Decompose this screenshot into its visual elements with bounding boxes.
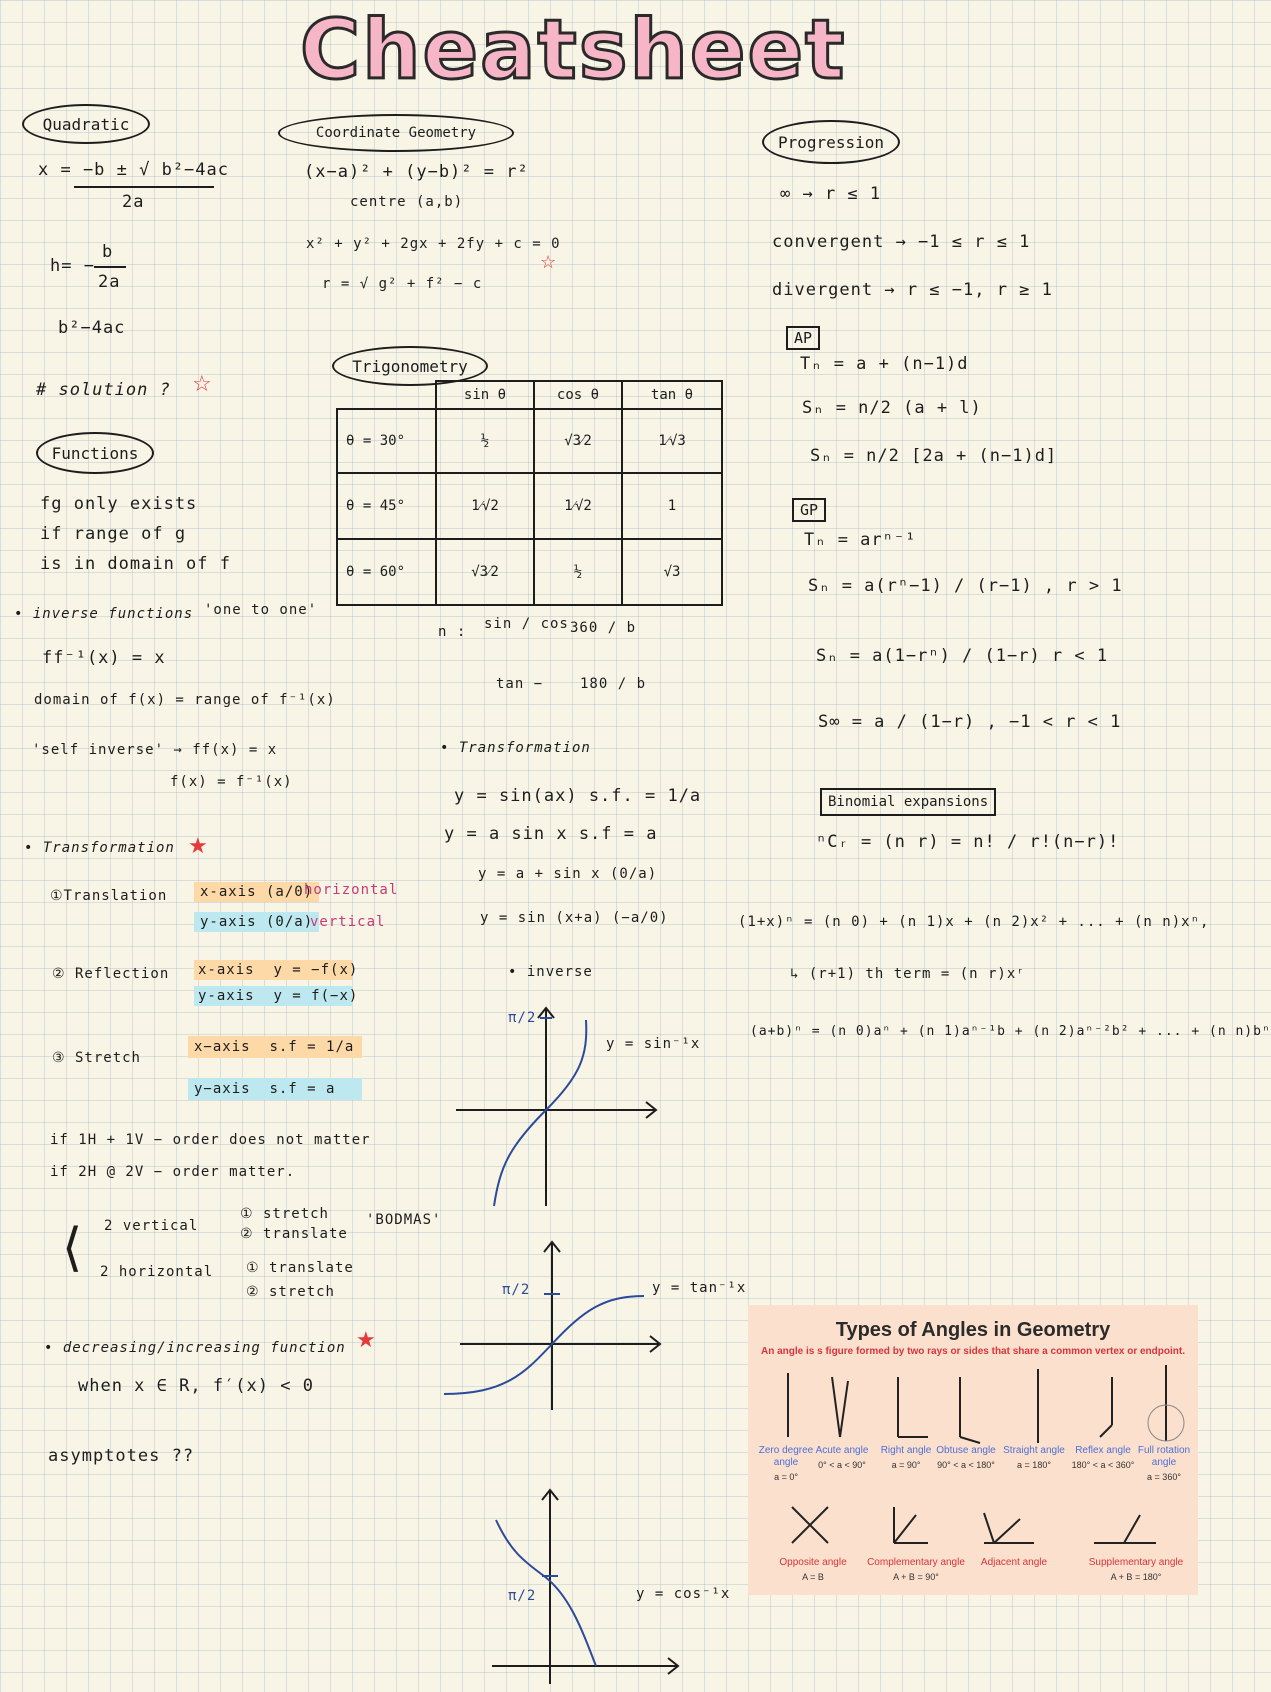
angle-pair-value: A + B = 180° bbox=[1110, 1572, 1162, 1582]
arctan-graph bbox=[444, 1234, 704, 1414]
angle-type bbox=[874, 1445, 938, 1470]
ncr-formula: ⁿCᵣ = (n r) = n! / r!(n−r)! bbox=[816, 832, 1120, 852]
complementary-angle-icon bbox=[894, 1515, 916, 1543]
inverse-functions: • inverse functions bbox=[14, 606, 194, 622]
translation-y: y-axis (0/a) bbox=[194, 912, 319, 932]
angles-infographic bbox=[748, 1305, 1198, 1595]
angle-name: Full rotation angle bbox=[1137, 1445, 1191, 1468]
pi-half-label: π/2 bbox=[502, 1282, 531, 1298]
self-inverse-2: f(x) = f⁻¹(x) bbox=[170, 774, 293, 790]
angle-type bbox=[810, 1445, 874, 1470]
fraction-bar bbox=[94, 266, 126, 268]
angle-pair-name: Complementary angle bbox=[867, 1557, 965, 1568]
inverse-heading: • inverse bbox=[508, 964, 593, 980]
angle-icons-row-2 bbox=[748, 1501, 1198, 1551]
ap-sum-1: Sₙ = n/2 (a + l) bbox=[802, 398, 982, 418]
stretch-y bbox=[188, 1078, 362, 1100]
trig-header-tan: tan θ bbox=[622, 381, 722, 409]
reflex-angle-icon bbox=[1100, 1425, 1112, 1437]
ap-nth-term: Tₙ = a + (n−1)d bbox=[800, 354, 969, 374]
trig-transformation-heading: • Transformation bbox=[440, 740, 591, 756]
reflection-x-axis: x-axis bbox=[198, 962, 255, 978]
self-inverse: 'self inverse' → ff(x) = x bbox=[32, 742, 278, 758]
circle-equation: (x−a)² + (y−b)² = r² bbox=[304, 162, 529, 182]
vertex-h-label: h= − bbox=[50, 256, 95, 276]
gp-nth-term: Tₙ = arⁿ⁻¹ bbox=[804, 530, 917, 550]
functions-line-1: fg only exists bbox=[40, 494, 198, 514]
angle-type bbox=[1002, 1445, 1066, 1470]
gp-sum-infinity: S∞ = a / (1−r) , −1 < r < 1 bbox=[818, 712, 1122, 732]
stretch-y-axis: y−axis bbox=[194, 1081, 251, 1097]
angle-pair-name: Adjacent angle bbox=[980, 1557, 1048, 1568]
period-n: n : bbox=[438, 624, 467, 640]
angle-pair bbox=[964, 1557, 1064, 1572]
period-sincos-value: 360 / b bbox=[570, 620, 637, 636]
angle-name: Reflex angle bbox=[1075, 1445, 1131, 1456]
binomial-expansion: (1+x)ⁿ = (n 0) + (n 1)x + (n 2)x² + ... + (n n)xⁿ, bbox=[738, 914, 1210, 930]
functions-line-3: is in domain of f bbox=[40, 554, 231, 574]
trigonometry-heading: Trigonometry bbox=[332, 346, 488, 386]
quadratic-formula-denominator: 2a bbox=[122, 192, 145, 212]
two-horizontal: 2 horizontal bbox=[100, 1264, 214, 1280]
angle-type bbox=[934, 1445, 998, 1470]
angle-pair bbox=[1076, 1557, 1196, 1582]
trig-header-sin: sin θ bbox=[436, 381, 534, 409]
supplementary-angle-icon bbox=[1124, 1515, 1140, 1543]
general-term: ↳ (r+1) th term = (n r)xʳ bbox=[790, 966, 1026, 982]
angle-name: Acute angle bbox=[815, 1445, 869, 1456]
circle-radius: r = √ g² + f² − c bbox=[322, 276, 483, 292]
angles-subtitle: An angle is s figure formed by two rays or sides that share a common vertex or endpoint. bbox=[761, 1346, 1185, 1357]
reflection-x bbox=[194, 960, 359, 980]
trig-transform-3: y = a + sin x (0/a) bbox=[478, 866, 658, 882]
functions-line-2: if range of g bbox=[40, 524, 187, 544]
reflection-y bbox=[194, 986, 359, 1006]
angle-icons-row-1 bbox=[748, 1365, 1198, 1445]
stretch-x bbox=[188, 1036, 362, 1058]
functions-heading: Functions bbox=[36, 432, 154, 474]
angle-pair-value: A + B = 90° bbox=[893, 1572, 939, 1582]
trig-transform-2: y = a sin x s.f = a bbox=[444, 824, 658, 844]
trig-cell: √3⁄2 bbox=[436, 539, 534, 605]
period-tan: tan − bbox=[496, 676, 544, 692]
acute-angle-icon bbox=[840, 1381, 848, 1437]
trig-cell: ½ bbox=[534, 539, 622, 605]
progression-heading: Progression bbox=[762, 120, 900, 164]
angle-pair-name: Supplementary angle bbox=[1088, 1557, 1184, 1568]
binomial-ab: (a+b)ⁿ = (n 0)aⁿ + (n 1)aⁿ⁻¹b + (n 2)aⁿ⁻²b² + ... + (n n)bⁿ bbox=[750, 1024, 1271, 1039]
reflection-y-eq: y = f(−x) bbox=[273, 988, 359, 1004]
star-icon: ☆ bbox=[540, 252, 557, 273]
arcsin-label: y = sin⁻¹x bbox=[606, 1036, 701, 1052]
translation-x-note: horizontal bbox=[304, 882, 399, 898]
angle-value: a = 90° bbox=[891, 1460, 921, 1470]
angle-type bbox=[1132, 1445, 1196, 1482]
angle-value: 180° < a < 360° bbox=[1071, 1460, 1135, 1470]
star-icon: ★ bbox=[188, 834, 208, 859]
star-icon: ★ bbox=[356, 1328, 376, 1353]
progression-infinity: ∞ → r ≤ 1 bbox=[780, 184, 882, 204]
quadratic-heading: Quadratic bbox=[22, 104, 150, 144]
vertical-step-1: ① stretch bbox=[240, 1206, 329, 1222]
convergent-rule: convergent → −1 ≤ r ≤ 1 bbox=[772, 232, 1031, 252]
angle-name: Right angle bbox=[880, 1445, 932, 1456]
angle-name: Straight angle bbox=[1003, 1445, 1065, 1456]
adjacent-angle-icon bbox=[994, 1519, 1020, 1543]
arctan-label: y = tan⁻¹x bbox=[652, 1280, 747, 1296]
order-rule-2: if 2H @ 2V − order matter. bbox=[50, 1164, 296, 1180]
angle-name: Obtuse angle bbox=[936, 1445, 996, 1456]
arccos-graph bbox=[486, 1480, 696, 1688]
trig-row-angle: θ = 60° bbox=[337, 539, 436, 605]
gp-sum-2: Sₙ = a(1−rⁿ) / (1−r) r < 1 bbox=[816, 646, 1109, 666]
vertex-h-numerator: b bbox=[102, 242, 114, 262]
angle-value: a = 360° bbox=[1147, 1472, 1181, 1482]
trig-cell: √3⁄2 bbox=[534, 409, 622, 473]
domain-range-rule: domain of f(x) = range of f⁻¹(x) bbox=[34, 692, 336, 708]
trig-row-angle: θ = 30° bbox=[337, 409, 436, 473]
derivative-condition: when x ∈ R, f′(x) < 0 bbox=[78, 1376, 314, 1396]
trig-cell: √3 bbox=[622, 539, 722, 605]
vertical-step-2: ② translate bbox=[240, 1226, 348, 1242]
acute-angle-icon bbox=[832, 1377, 840, 1437]
trig-header-cos: cos θ bbox=[534, 381, 622, 409]
trig-cell: 1⁄√2 bbox=[436, 473, 534, 539]
asymptotes-note: asymptotes ?? bbox=[48, 1446, 195, 1466]
angle-pair bbox=[758, 1557, 868, 1582]
horizontal-step-1: ① translate bbox=[246, 1260, 354, 1276]
star-icon: ☆ bbox=[192, 372, 212, 397]
period-sincos: sin / cos bbox=[484, 616, 569, 632]
gp-heading: GP bbox=[792, 498, 826, 522]
transformation-heading: • Transformation bbox=[24, 840, 175, 856]
angle-value: a = 180° bbox=[1017, 1460, 1051, 1470]
trig-transform-1: y = sin(ax) s.f. = 1/a bbox=[454, 786, 702, 806]
stretch-x-eq: s.f = 1/a bbox=[269, 1039, 355, 1055]
coordinate-geometry-heading: Coordinate Geometry bbox=[278, 114, 514, 152]
angle-pair-name: Opposite angle bbox=[779, 1557, 847, 1568]
solution-note: # solution ? bbox=[36, 380, 171, 400]
angle-value: 90° < a < 180° bbox=[937, 1460, 995, 1470]
trig-cell: ½ bbox=[436, 409, 534, 473]
angle-type bbox=[754, 1445, 818, 1482]
trig-cell: 1 bbox=[622, 473, 722, 539]
obtuse-angle-icon bbox=[960, 1437, 980, 1443]
stretch-label: ③ Stretch bbox=[52, 1050, 141, 1066]
angle-pair bbox=[856, 1557, 976, 1582]
arccos-label: y = cos⁻¹x bbox=[636, 1586, 731, 1602]
page-title: Cheatsheet bbox=[300, 3, 847, 98]
trig-cell: 1⁄√3 bbox=[622, 409, 722, 473]
angles-title: Types of Angles in Geometry bbox=[835, 1319, 1111, 1341]
ap-heading: AP bbox=[786, 326, 820, 350]
ap-sum-2: Sₙ = n/2 [2a + (n−1)d] bbox=[810, 446, 1058, 466]
trig-table bbox=[336, 380, 723, 606]
pi-half-label: π/2 bbox=[508, 1010, 537, 1026]
trig-transform-4: y = sin (x+a) (−a/0) bbox=[480, 910, 669, 926]
reflection-x-eq: y = −f(x) bbox=[273, 962, 359, 978]
angle-name: Zero degree angle bbox=[758, 1445, 814, 1468]
stretch-y-eq: s.f = a bbox=[269, 1081, 336, 1097]
horizontal-step-2: ② stretch bbox=[246, 1284, 335, 1300]
angle-pair-value: A = B bbox=[802, 1572, 824, 1582]
gp-sum-1: Sₙ = a(rⁿ−1) / (r−1) , r > 1 bbox=[808, 576, 1123, 596]
arcsin-curve bbox=[494, 1020, 586, 1206]
arcsin-graph bbox=[450, 996, 710, 1216]
inverse-identity: ff⁻¹(x) = x bbox=[42, 648, 166, 668]
binomial-heading: Binomial expansions bbox=[820, 788, 996, 816]
angle-type bbox=[1068, 1445, 1138, 1470]
angle-value: 0° < a < 90° bbox=[818, 1460, 866, 1470]
adjacent-angle-icon bbox=[984, 1513, 994, 1543]
divergent-rule: divergent → r ≤ −1, r ≥ 1 bbox=[772, 280, 1053, 300]
pi-half-label: π/2 bbox=[508, 1588, 537, 1604]
translation-label: ①Translation bbox=[50, 888, 168, 904]
order-rule-1: if 1H + 1V − order does not matter bbox=[50, 1132, 371, 1148]
trig-corner bbox=[337, 381, 436, 409]
discriminant: b²−4ac bbox=[58, 318, 126, 338]
angle-value: a = 0° bbox=[774, 1472, 798, 1482]
vertex-h-denominator: 2a bbox=[98, 272, 121, 292]
stretch-x-axis: x−axis bbox=[194, 1039, 251, 1055]
two-vertical: 2 vertical bbox=[104, 1218, 199, 1234]
translation-y-note: vertical bbox=[310, 914, 386, 930]
period-tan-value: 180 / b bbox=[580, 676, 647, 692]
translation-x: x-axis (a/0) bbox=[194, 882, 319, 902]
trig-row-angle: θ = 45° bbox=[337, 473, 436, 539]
circle-centre: centre (a,b) bbox=[350, 194, 464, 210]
one-to-one-note: 'one to one' bbox=[204, 602, 318, 618]
bracket-icon: ⟨ bbox=[62, 1218, 83, 1278]
reflection-y-axis: y-axis bbox=[198, 988, 255, 1004]
bodmas-note: 'BODMAS' bbox=[366, 1212, 442, 1228]
trig-cell: 1⁄√2 bbox=[534, 473, 622, 539]
general-circle-equation: x² + y² + 2gx + 2fy + c = 0 bbox=[306, 236, 561, 252]
reflection-label: ② Reflection bbox=[52, 966, 170, 982]
decreasing-function: • decreasing/increasing function bbox=[44, 1340, 346, 1356]
fraction-bar bbox=[74, 186, 214, 188]
quadratic-formula-numerator: x = −b ± √ b²−4ac bbox=[38, 160, 229, 180]
